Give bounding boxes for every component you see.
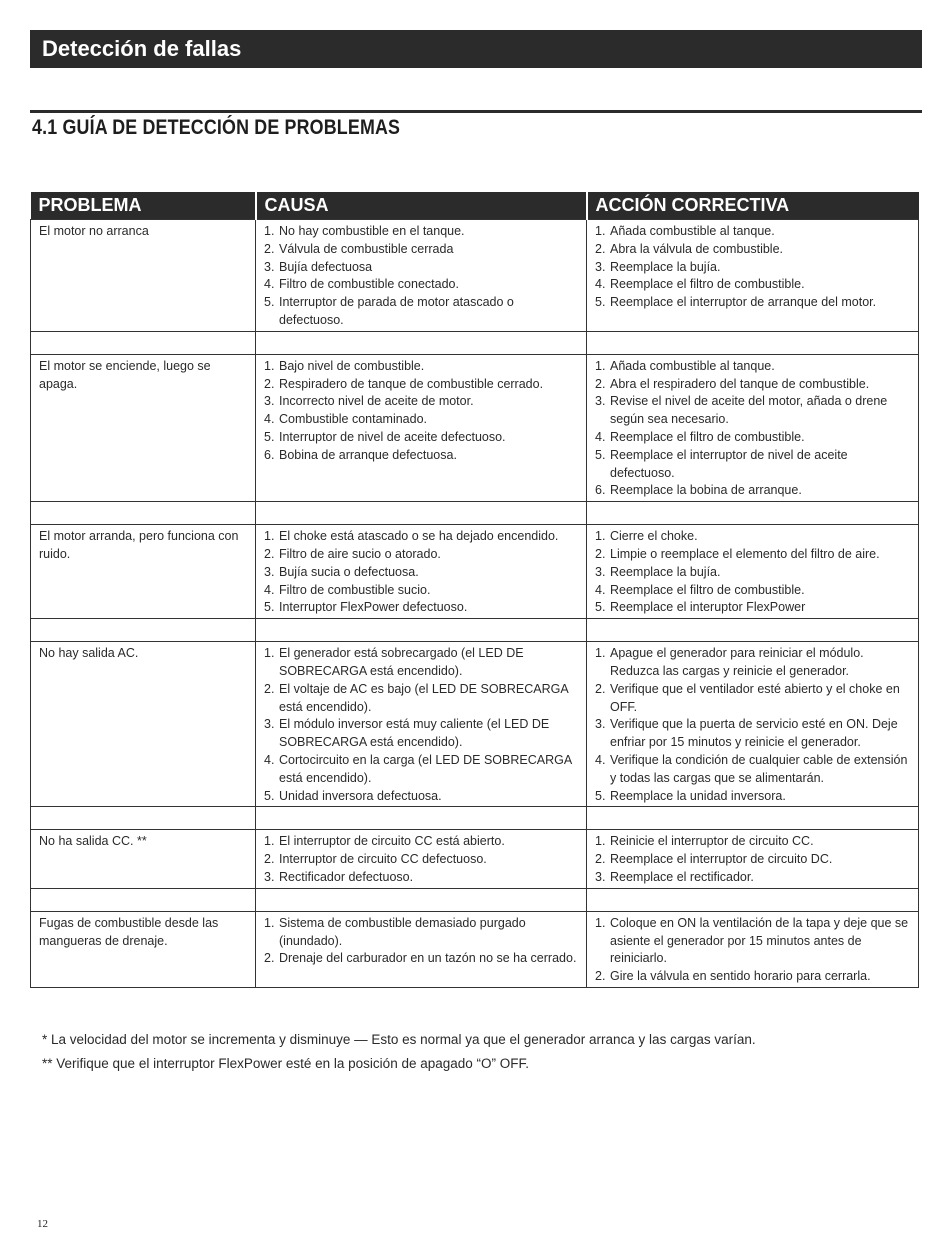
cause-cell (256, 525, 587, 619)
action-item-text: Reemplace el filtro de combustible. (610, 429, 805, 444)
cause-item (264, 716, 578, 752)
action-item (595, 447, 910, 483)
action-item-number: 2. (595, 852, 606, 867)
table-header-row (31, 192, 919, 220)
action-item (595, 582, 910, 600)
action-cell (587, 911, 919, 987)
action-item-number: 3. (595, 869, 606, 884)
page-number: 12 (37, 1218, 48, 1230)
action-item-number: 2. (595, 546, 606, 561)
action-cell (587, 830, 919, 888)
cause-item-number: 6. (264, 447, 275, 462)
spacer-cell (587, 331, 919, 354)
action-item (595, 376, 910, 394)
action-item (595, 752, 910, 788)
cause-item-text: Combustible contaminado. (279, 412, 427, 427)
action-item-text: Coloque en ON la ventilación de la tapa y deje que se asiente el generador por 15 minutos antes de reiniciarlo. (610, 915, 909, 966)
action-item-number: 1. (595, 646, 606, 661)
cause-item-text: Rectificador defectuoso. (279, 869, 414, 884)
action-item (595, 851, 910, 869)
spacer-cell (31, 331, 256, 354)
cause-item-number: 1. (264, 529, 275, 544)
cause-item-number: 3. (264, 564, 275, 579)
cause-item (264, 752, 578, 788)
action-item-text: Reemplace el filtro de combustible. (610, 277, 805, 292)
cause-item (264, 645, 578, 681)
cause-item (264, 276, 578, 294)
spacer-cell (256, 619, 587, 642)
action-item-text: Verifique que la puerta de servicio esté en ON. Deje enfriar por 15 minutos y reinicie el generador. (610, 717, 898, 750)
cause-item (264, 564, 578, 582)
section-banner (30, 30, 922, 68)
cause-item (264, 851, 578, 869)
cause-cell (256, 642, 587, 807)
action-item-text: Abra el respiradero del tanque de combustible. (610, 376, 870, 391)
spacer-row (31, 619, 919, 642)
table-row (31, 220, 919, 332)
cause-item (264, 411, 578, 429)
table-row (31, 525, 919, 619)
action-item-text: Apague el generador para reiniciar el módulo. Reduzca las cargas y reinicie el generador. (610, 646, 864, 678)
action-item (595, 241, 910, 259)
action-item-text: Reemplace el interruptor de circuito DC. (610, 852, 833, 867)
action-cell (587, 354, 919, 501)
cause-item-text: Bajo nivel de combustible. (279, 358, 425, 373)
action-cell (587, 642, 919, 807)
cause-item-text: Filtro de aire sucio o atorado. (279, 546, 441, 561)
action-item-number: 5. (595, 788, 606, 803)
cause-item (264, 259, 578, 277)
action-item-number: 4. (595, 752, 606, 767)
action-item-text: Gire la válvula en sentido horario para cerrarla. (610, 969, 871, 984)
cause-item-number: 5. (264, 295, 275, 310)
cause-item-number: 1. (264, 915, 275, 930)
action-item-text: Reemplace la bobina de arranque. (610, 483, 802, 498)
cause-item-text: Válvula de combustible cerrada (279, 241, 454, 256)
action-item (595, 276, 910, 294)
action-item-text: Reemplace la bujía. (610, 564, 721, 579)
cause-item (264, 223, 578, 241)
cause-cell (256, 354, 587, 501)
spacer-cell (256, 502, 587, 525)
cause-item-text: Incorrecto nivel de aceite de motor. (279, 394, 474, 409)
cause-item-number: 4. (264, 752, 275, 767)
action-item-text: Añada combustible al tanque. (610, 358, 775, 373)
action-item (595, 223, 910, 241)
spacer-cell (256, 331, 587, 354)
spacer-cell (31, 807, 256, 830)
action-item-number: 4. (595, 277, 606, 292)
action-item-text: Revise el nivel de aceite del motor, añada o drene según sea necesario. (610, 394, 888, 427)
spacer-cell (587, 888, 919, 911)
action-item (595, 968, 910, 986)
action-item-number: 1. (595, 834, 606, 849)
action-item-number: 5. (595, 600, 606, 615)
cause-item (264, 950, 578, 968)
cause-item (264, 869, 578, 887)
cause-item-text: Interruptor FlexPower defectuoso. (279, 600, 468, 615)
table-body (31, 220, 919, 988)
cause-item-text: El choke está atascado o se ha dejado encendido. (279, 529, 559, 544)
footnotes (42, 1032, 922, 1080)
cause-item (264, 429, 578, 447)
action-item-number: 6. (595, 483, 606, 498)
spacer-cell (587, 502, 919, 525)
action-item-number: 2. (595, 241, 606, 256)
cause-item (264, 528, 578, 546)
cause-item-number: 2. (264, 546, 275, 561)
cause-item-number: 5. (264, 788, 275, 803)
cause-item-number: 2. (264, 681, 275, 696)
section-title: 4.1 GUÍA DE DETECCIÓN DE PROBLEMAS (32, 116, 401, 139)
cause-item (264, 447, 578, 465)
cause-cell (256, 220, 587, 332)
action-item-number: 3. (595, 394, 606, 409)
action-item-text: Reemplace el filtro de combustible. (610, 582, 805, 597)
column-header-action: ACCIÓN CORRECTIVA (587, 192, 919, 220)
cause-item-text: Drenaje del carburador en un tazón no se ha cerrado. (279, 951, 577, 966)
action-item-text: Reemplace la unidad inversora. (610, 788, 786, 803)
cause-item (264, 358, 578, 376)
cause-item-text: Bujía sucia o defectuosa. (279, 564, 419, 579)
cause-item-number: 3. (264, 869, 275, 884)
action-item-number: 5. (595, 295, 606, 310)
footnote-single-asterisk: * La velocidad del motor se incrementa y disminuye — Esto es normal ya que el generador arranca y las cargas varían. (42, 1032, 756, 1047)
action-item-text: Reemplace la bujía. (610, 259, 721, 274)
problem-cell: Fugas de combustible desde las mangueras de drenaje. (31, 911, 256, 987)
spacer-cell (31, 502, 256, 525)
action-item-number: 2. (595, 969, 606, 984)
action-cell (587, 220, 919, 332)
action-item (595, 294, 910, 312)
action-item-text: Limpie o reemplace el elemento del filtro de aire. (610, 546, 880, 561)
spacer-row (31, 888, 919, 911)
action-item-number: 5. (595, 447, 606, 462)
banner-title: Detección de fallas (42, 36, 242, 61)
problem-cell: No ha salida CC. ** (31, 830, 256, 888)
cause-item-number: 2. (264, 241, 275, 256)
action-item (595, 393, 910, 429)
spacer-row (31, 331, 919, 354)
cause-item (264, 546, 578, 564)
action-item (595, 528, 910, 546)
cause-item-text: Interruptor de parada de motor atascado o defectuoso. (279, 295, 514, 327)
action-item-number: 1. (595, 358, 606, 373)
cause-item-number: 3. (264, 717, 275, 732)
cause-item-text: Unidad inversora defectuosa. (279, 788, 442, 803)
action-item (595, 564, 910, 582)
action-item-text: Añada combustible al tanque. (610, 224, 775, 238)
column-header-problem: PROBLEMA (31, 192, 256, 220)
cause-item-number: 5. (264, 429, 275, 444)
action-item-number: 1. (595, 224, 606, 238)
cause-item (264, 294, 578, 330)
action-item-number: 4. (595, 582, 606, 597)
cause-item (264, 681, 578, 717)
action-item (595, 833, 910, 851)
cause-item-number: 1. (264, 834, 275, 849)
cause-item-number: 2. (264, 376, 275, 391)
cause-item-text: El generador está sobrecargado (el LED DE SOBRECARGA está encendido). (279, 646, 524, 678)
table-row (31, 642, 919, 807)
action-item (595, 869, 910, 887)
action-item (595, 429, 910, 447)
cause-item (264, 788, 578, 806)
cause-item-text: El módulo inversor está muy caliente (el LED DE SOBRECARGA está encendido). (279, 717, 550, 750)
action-item (595, 915, 910, 968)
action-item-number: 4. (595, 429, 606, 444)
action-item-number: 3. (595, 564, 606, 579)
cause-item (264, 376, 578, 394)
action-item-text: Reemplace el rectificador. (610, 869, 754, 884)
action-item (595, 599, 910, 617)
action-item-number: 2. (595, 681, 606, 696)
cause-item (264, 393, 578, 411)
action-item-number: 3. (595, 717, 606, 732)
spacer-cell (256, 807, 587, 830)
action-item (595, 788, 910, 806)
action-item-text: Verifique que el ventilador esté abierto y el choke en OFF. (610, 681, 900, 714)
action-item-number: 3. (595, 259, 606, 274)
cause-cell (256, 911, 587, 987)
problem-cell: El motor arranda, pero funciona con ruido. (31, 525, 256, 619)
cause-item (264, 915, 578, 951)
table-row (31, 911, 919, 987)
action-item-text: Reemplace el interruptor de nivel de aceite defectuoso. (610, 447, 848, 480)
cause-item-text: Bobina de arranque defectuosa. (279, 447, 457, 462)
action-item (595, 645, 910, 681)
action-item (595, 716, 910, 752)
spacer-row (31, 807, 919, 830)
cause-item (264, 833, 578, 851)
cause-item-text: Cortocircuito en la carga (el LED DE SOBRECARGA está encendido). (279, 752, 572, 785)
action-item-number: 1. (595, 915, 606, 930)
action-item-text: Reemplace el interuptor FlexPower (610, 600, 806, 615)
action-cell (587, 525, 919, 619)
action-item-text: Reemplace el interruptor de arranque del motor. (610, 295, 877, 310)
cause-item-number: 4. (264, 412, 275, 427)
action-item-text: Verifique la condición de cualquier cable de extensión y todas las cargas que se alimentarán. (610, 752, 908, 785)
cause-item (264, 582, 578, 600)
table-row (31, 354, 919, 501)
cause-item-number: 4. (264, 582, 275, 597)
cause-item-number: 1. (264, 646, 275, 661)
action-item (595, 681, 910, 717)
footnote-double-asterisk: ** Verifique que el interruptor FlexPower esté en la posición de apagado “O” OFF. (42, 1056, 530, 1071)
cause-item-number: 2. (264, 852, 275, 867)
cause-item-text: El interruptor de circuito CC está abierto. (279, 834, 505, 849)
cause-item (264, 599, 578, 617)
cause-item-number: 3. (264, 259, 275, 274)
spacer-cell (31, 619, 256, 642)
table-row (31, 830, 919, 888)
cause-item-number: 1. (264, 224, 275, 238)
action-item-text: Cierre el choke. (610, 529, 698, 544)
action-item (595, 482, 910, 500)
problem-cell: El motor no arranca (31, 220, 256, 332)
cause-item-number: 2. (264, 951, 275, 966)
cause-item-number: 1. (264, 358, 275, 373)
cause-item-text: Filtro de combustible sucio. (279, 582, 431, 597)
column-header-cause: CAUSA (256, 192, 587, 220)
cause-item (264, 241, 578, 259)
cause-item-text: Sistema de combustible demasiado purgado (inundado). (279, 915, 526, 948)
spacer-cell (256, 888, 587, 911)
cause-item-text: Interruptor de circuito CC defectuoso. (279, 852, 487, 867)
cause-item-text: El voltaje de AC es bajo (el LED DE SOBRECARGA está encendido). (279, 681, 569, 714)
cause-item-text: Interruptor de nivel de aceite defectuoso. (279, 429, 506, 444)
action-item-text: Reinicie el interruptor de circuito CC. (610, 834, 814, 849)
action-item (595, 358, 910, 376)
problem-cell: No hay salida AC. (31, 642, 256, 807)
header-rule (30, 110, 922, 113)
cause-item-text: Filtro de combustible conectado. (279, 277, 459, 292)
action-item-number: 2. (595, 376, 606, 391)
cause-item-number: 3. (264, 394, 275, 409)
cause-item-number: 4. (264, 277, 275, 292)
action-item-number: 1. (595, 529, 606, 544)
cause-item-number: 5. (264, 600, 275, 615)
troubleshooting-table (30, 192, 919, 988)
cause-item-text: Respiradero de tanque de combustible cerrado. (279, 376, 544, 391)
spacer-cell (587, 807, 919, 830)
action-item (595, 259, 910, 277)
action-item-text: Abra la válvula de combustible. (610, 241, 784, 256)
spacer-cell (587, 619, 919, 642)
action-item (595, 546, 910, 564)
cause-cell (256, 830, 587, 888)
cause-item-text: Bujía defectuosa (279, 259, 373, 274)
spacer-cell (31, 888, 256, 911)
problem-cell: El motor se enciende, luego se apaga. (31, 354, 256, 501)
spacer-row (31, 502, 919, 525)
cause-item-text: No hay combustible en el tanque. (279, 224, 465, 238)
